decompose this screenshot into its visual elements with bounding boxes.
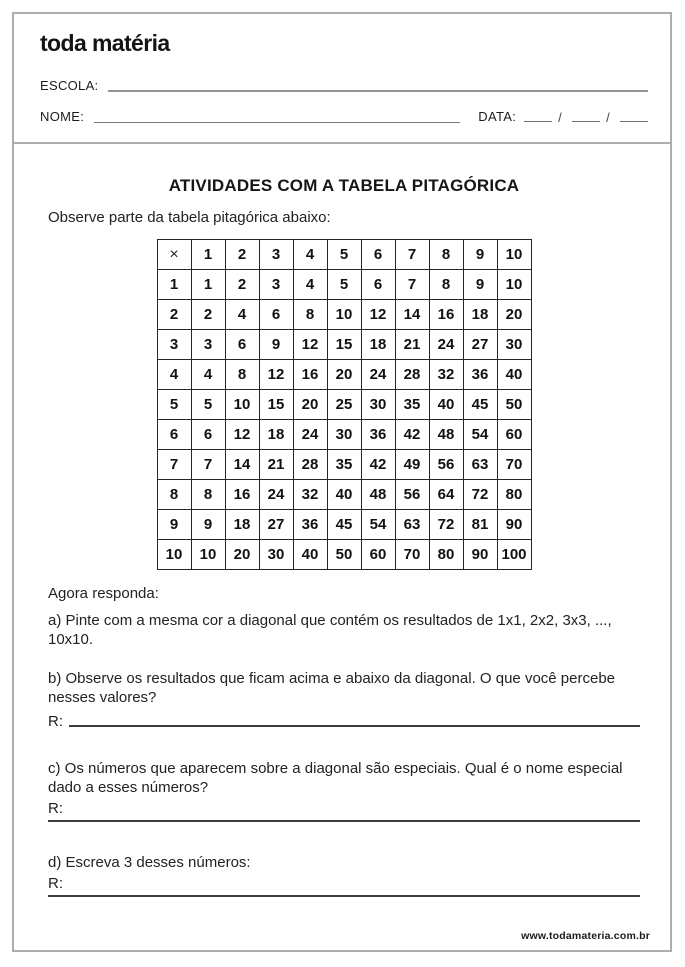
product-cell: 12 xyxy=(259,360,293,390)
product-cell: 18 xyxy=(225,510,259,540)
question-d: d) Escreva 3 desses números: xyxy=(48,854,251,871)
product-cell: 56 xyxy=(395,480,429,510)
product-cell: 100 xyxy=(497,540,531,570)
product-cell: 6 xyxy=(259,300,293,330)
pythagorean-table xyxy=(157,239,532,570)
product-cell: 42 xyxy=(361,450,395,480)
answer-label-c: R: xyxy=(48,800,63,817)
product-cell: 5 xyxy=(327,270,361,300)
product-cell: 15 xyxy=(259,390,293,420)
product-cell: 14 xyxy=(225,450,259,480)
table-header-row xyxy=(157,240,531,270)
answer-label-d: R: xyxy=(48,875,63,892)
product-cell: 63 xyxy=(463,450,497,480)
product-cell: 18 xyxy=(361,330,395,360)
product-cell: 40 xyxy=(497,360,531,390)
product-cell: 18 xyxy=(259,420,293,450)
product-cell: 81 xyxy=(463,510,497,540)
product-cell: 30 xyxy=(259,540,293,570)
product-cell: 3 xyxy=(191,330,225,360)
intro-text: Observe parte da tabela pitagórica abaixo: xyxy=(48,209,331,226)
product-cell: 8 xyxy=(225,360,259,390)
product-cell: 40 xyxy=(429,390,463,420)
product-cell: 24 xyxy=(259,480,293,510)
product-cell: 8 xyxy=(191,480,225,510)
product-cell: 24 xyxy=(361,360,395,390)
product-cell: 3 xyxy=(259,270,293,300)
product-cell: 35 xyxy=(327,450,361,480)
product-cell: 12 xyxy=(361,300,395,330)
product-cell: 20 xyxy=(225,540,259,570)
product-cell: 12 xyxy=(293,330,327,360)
product-cell: 48 xyxy=(429,420,463,450)
column-header-cell: 9 xyxy=(463,240,497,270)
product-cell: 10 xyxy=(225,390,259,420)
product-cell: 80 xyxy=(429,540,463,570)
product-cell: 20 xyxy=(327,360,361,390)
product-cell: 54 xyxy=(361,510,395,540)
product-cell: 60 xyxy=(497,420,531,450)
column-header-cell: 7 xyxy=(395,240,429,270)
row-header-cell: 3 xyxy=(157,330,191,360)
column-header-cell: 10 xyxy=(497,240,531,270)
product-cell: 60 xyxy=(361,540,395,570)
product-cell: 45 xyxy=(327,510,361,540)
product-cell: 16 xyxy=(429,300,463,330)
product-cell: 64 xyxy=(429,480,463,510)
product-cell: 36 xyxy=(361,420,395,450)
product-cell: 2 xyxy=(225,270,259,300)
product-cell: 7 xyxy=(191,450,225,480)
product-cell: 27 xyxy=(463,330,497,360)
product-cell: 16 xyxy=(293,360,327,390)
row-header-cell: 1 xyxy=(157,270,191,300)
product-cell: 54 xyxy=(463,420,497,450)
product-cell: 15 xyxy=(327,330,361,360)
product-cell: 9 xyxy=(259,330,293,360)
product-cell: 70 xyxy=(395,540,429,570)
table-row xyxy=(157,360,531,390)
respond-heading: Agora responda: xyxy=(48,585,159,602)
row-header-cell: 2 xyxy=(157,300,191,330)
product-cell: 5 xyxy=(191,390,225,420)
product-cell: 30 xyxy=(361,390,395,420)
product-cell: 35 xyxy=(395,390,429,420)
row-header-cell: 9 xyxy=(157,510,191,540)
product-cell: 24 xyxy=(293,420,327,450)
product-cell: 49 xyxy=(395,450,429,480)
product-cell: 32 xyxy=(293,480,327,510)
product-cell: 72 xyxy=(463,480,497,510)
row-header-cell: 8 xyxy=(157,480,191,510)
worksheet-content xyxy=(14,144,670,897)
product-cell: 42 xyxy=(395,420,429,450)
answer-line-d[interactable] xyxy=(48,875,640,897)
school-input-line[interactable] xyxy=(108,90,648,92)
product-cell: 50 xyxy=(327,540,361,570)
date-year-line[interactable] xyxy=(620,120,648,122)
product-cell: 48 xyxy=(361,480,395,510)
table-row xyxy=(157,540,531,570)
table-row xyxy=(157,450,531,480)
worksheet-title: ATIVIDADES COM A TABELA PITAGÓRICA xyxy=(168,176,520,195)
table-row xyxy=(157,300,531,330)
product-cell: 6 xyxy=(191,420,225,450)
product-cell: 12 xyxy=(225,420,259,450)
product-cell: 9 xyxy=(191,510,225,540)
product-cell: 32 xyxy=(429,360,463,390)
name-input-line[interactable] xyxy=(94,121,460,123)
multiply-operator-cell: × xyxy=(157,240,191,270)
name-label: NOME: xyxy=(40,109,85,124)
product-cell: 10 xyxy=(327,300,361,330)
column-header-cell: 1 xyxy=(191,240,225,270)
product-cell: 25 xyxy=(327,390,361,420)
product-cell: 18 xyxy=(463,300,497,330)
column-header-cell: 5 xyxy=(327,240,361,270)
product-cell: 45 xyxy=(463,390,497,420)
column-header-cell: 3 xyxy=(259,240,293,270)
product-cell: 40 xyxy=(327,480,361,510)
column-header-cell: 6 xyxy=(361,240,395,270)
row-header-cell: 4 xyxy=(157,360,191,390)
date-label: DATA: xyxy=(478,109,517,124)
product-cell: 10 xyxy=(497,270,531,300)
product-cell: 16 xyxy=(225,480,259,510)
question-a: a) Pinte com a mesma cor a diagonal que contém os resultados de 1x1, 2x2, 3x3, ..., 10x10. xyxy=(48,612,612,648)
column-header-cell: 4 xyxy=(293,240,327,270)
product-cell: 4 xyxy=(225,300,259,330)
product-cell: 8 xyxy=(429,270,463,300)
product-cell: 50 xyxy=(497,390,531,420)
product-cell: 30 xyxy=(497,330,531,360)
row-header-cell: 5 xyxy=(157,390,191,420)
product-cell: 27 xyxy=(259,510,293,540)
product-cell: 28 xyxy=(293,450,327,480)
column-header-cell: 2 xyxy=(225,240,259,270)
table-row xyxy=(157,420,531,450)
answer-label-b: R: xyxy=(48,713,63,730)
product-cell: 56 xyxy=(429,450,463,480)
row-header-cell: 10 xyxy=(157,540,191,570)
product-cell: 70 xyxy=(497,450,531,480)
product-cell: 7 xyxy=(395,270,429,300)
date-slash: / xyxy=(558,110,563,125)
table-row xyxy=(157,390,531,420)
product-cell: 90 xyxy=(497,510,531,540)
product-cell: 21 xyxy=(395,330,429,360)
table-row xyxy=(157,270,531,300)
product-cell: 80 xyxy=(497,480,531,510)
answer-line-b[interactable] xyxy=(69,725,640,727)
product-cell: 9 xyxy=(463,270,497,300)
product-cell: 72 xyxy=(429,510,463,540)
question-b: b) Observe os resultados que ficam acima e abaixo da diagonal. O que você percebe nesses valores? xyxy=(48,670,615,706)
product-cell: 6 xyxy=(225,330,259,360)
question-c: c) Os números que aparecem sobre a diagonal são especiais. Qual é o nome especial dado a esses números? xyxy=(48,760,623,796)
product-cell: 2 xyxy=(191,300,225,330)
date-day-line[interactable] xyxy=(524,120,552,122)
date-month-line[interactable] xyxy=(572,120,600,122)
product-cell: 24 xyxy=(429,330,463,360)
product-cell: 40 xyxy=(293,540,327,570)
school-field-row xyxy=(40,78,648,94)
product-cell: 10 xyxy=(191,540,225,570)
row-header-cell: 7 xyxy=(157,450,191,480)
worksheet-header xyxy=(14,14,670,144)
product-cell: 36 xyxy=(293,510,327,540)
column-header-cell: 8 xyxy=(429,240,463,270)
answer-line-c[interactable] xyxy=(48,800,640,822)
product-cell: 20 xyxy=(497,300,531,330)
product-cell: 14 xyxy=(395,300,429,330)
product-cell: 36 xyxy=(463,360,497,390)
product-cell: 21 xyxy=(259,450,293,480)
school-label: ESCOLA: xyxy=(40,78,99,93)
product-cell: 6 xyxy=(361,270,395,300)
date-slash: / xyxy=(606,110,610,125)
table-row xyxy=(157,480,531,510)
product-cell: 8 xyxy=(293,300,327,330)
product-cell: 1 xyxy=(191,270,225,300)
answer-row-b xyxy=(48,713,640,730)
toda-materia-logo: toda matéria xyxy=(40,30,170,56)
page-border-box xyxy=(12,12,672,952)
name-date-field-row xyxy=(40,109,648,125)
product-cell: 63 xyxy=(395,510,429,540)
product-cell: 30 xyxy=(327,420,361,450)
product-cell: 90 xyxy=(463,540,497,570)
product-cell: 20 xyxy=(293,390,327,420)
product-cell: 4 xyxy=(293,270,327,300)
website-footer: www.todamateria.com.br xyxy=(521,930,650,942)
row-header-cell: 6 xyxy=(157,420,191,450)
table-row xyxy=(157,510,531,540)
product-cell: 28 xyxy=(395,360,429,390)
table-row xyxy=(157,330,531,360)
product-cell: 4 xyxy=(191,360,225,390)
